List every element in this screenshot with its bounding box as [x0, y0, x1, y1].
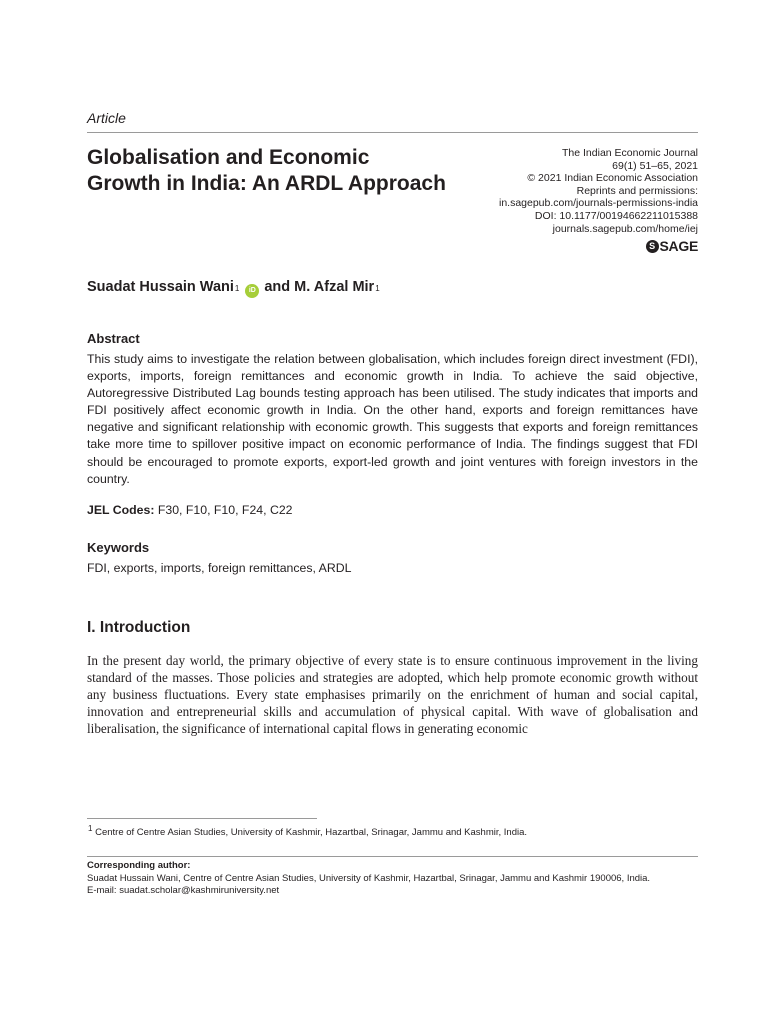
corresponding-divider [87, 856, 698, 857]
affiliation-marker: 1 [375, 284, 380, 293]
footnote-divider [87, 818, 317, 819]
author-connector: and [264, 279, 291, 295]
author-name: M. Afzal Mir [294, 279, 375, 295]
author-name: Suadat Hussain Wani [87, 279, 234, 295]
journal-copyright: © 2021 Indian Economic Association [527, 172, 698, 185]
footnote [87, 824, 527, 838]
reprints-label: Reprints and permissions: [576, 184, 698, 197]
doi-link[interactable]: DOI: 10.1177/00194662211015388 [534, 209, 698, 222]
affiliation-marker: 1 [234, 284, 240, 293]
article-type-label: Article [87, 110, 126, 126]
footnote-text: Centre of Centre Asian Studies, University of Kashmir, Hazartbal, Srinagar, Jammu and Kashmir, India. [95, 827, 528, 839]
jel-codes [87, 503, 293, 517]
jel-label: JEL Codes: [87, 503, 155, 517]
sage-logo-icon: S [646, 240, 659, 253]
publisher-logo [646, 238, 698, 254]
keywords-text: FDI, exports, imports, foreign remittances, ARDL [87, 561, 352, 575]
abstract-heading: Abstract [87, 331, 140, 346]
corresponding-label: Corresponding author: [87, 860, 191, 871]
publisher-name: SAGE [659, 238, 698, 254]
abstract-text: This study aims to investigate the relation between globalisation, which includes foreign direct investment (FDI), exports, imports, foreign remittances and economic growth in India. To achieve the said objective, Autoregressive Distributed Lag bounds testing approach has been utilised. The study indicates that imports and FDI positively affect economic growth in India. On the other hand, exports and foreign remittances have negative and significant relationship with economic growth. This suggests that exports and foreign remittances take more time to spillover positive impact on economic performance of India. The findings suggest that FDI should be encouraged to promote exports, export-led growth and joint ventures with foreign investors in the country. [87, 352, 698, 486]
paper-title: Globalisation and Economic Growth in India: An ARDL Approach [87, 146, 446, 195]
journal-name: The Indian Economic Journal [562, 147, 698, 159]
introduction-heading: I. Introduction [87, 619, 191, 636]
introduction-text: In the present day world, the primary objective of every state is to ensure continuous improvement in the living standard of the masses. Those policies and strategies are adopted, which help promote economic growth without any business fluctuations. Every state emphasises primarily on the enrichment of human and social capital, innovation and entrepreneurial skills and accumulation of physical capital. With wave of globalisation and liberalisation, the significance of international capital flows in generating economic [87, 653, 698, 736]
journal-metadata [499, 147, 698, 235]
orcid-icon[interactable]: iD [245, 284, 259, 298]
corresponding-address: Suadat Hussain Wani, Centre of Centre Asian Studies, University of Kashmir, Hazartbal, Srinagar, Jammu and Kashmir 190006, India. [87, 872, 651, 884]
corresponding-email[interactable]: E-mail: suadat.scholar@kashmiruniversity.net [87, 885, 280, 897]
author-list [87, 279, 380, 297]
journal-volume: 69(1) 51–65, 2021 [612, 159, 698, 172]
permissions-link[interactable]: in.sagepub.com/journals-permissions-india [498, 197, 698, 210]
jel-values: F30, F10, F10, F24, C22 [157, 503, 293, 517]
journal-homepage-link[interactable]: journals.sagepub.com/home/iej [552, 222, 698, 235]
corresponding-author-block [87, 860, 698, 898]
footnote-marker: 1 [88, 824, 93, 833]
keywords-heading: Keywords [87, 540, 150, 555]
header-divider [87, 132, 698, 133]
